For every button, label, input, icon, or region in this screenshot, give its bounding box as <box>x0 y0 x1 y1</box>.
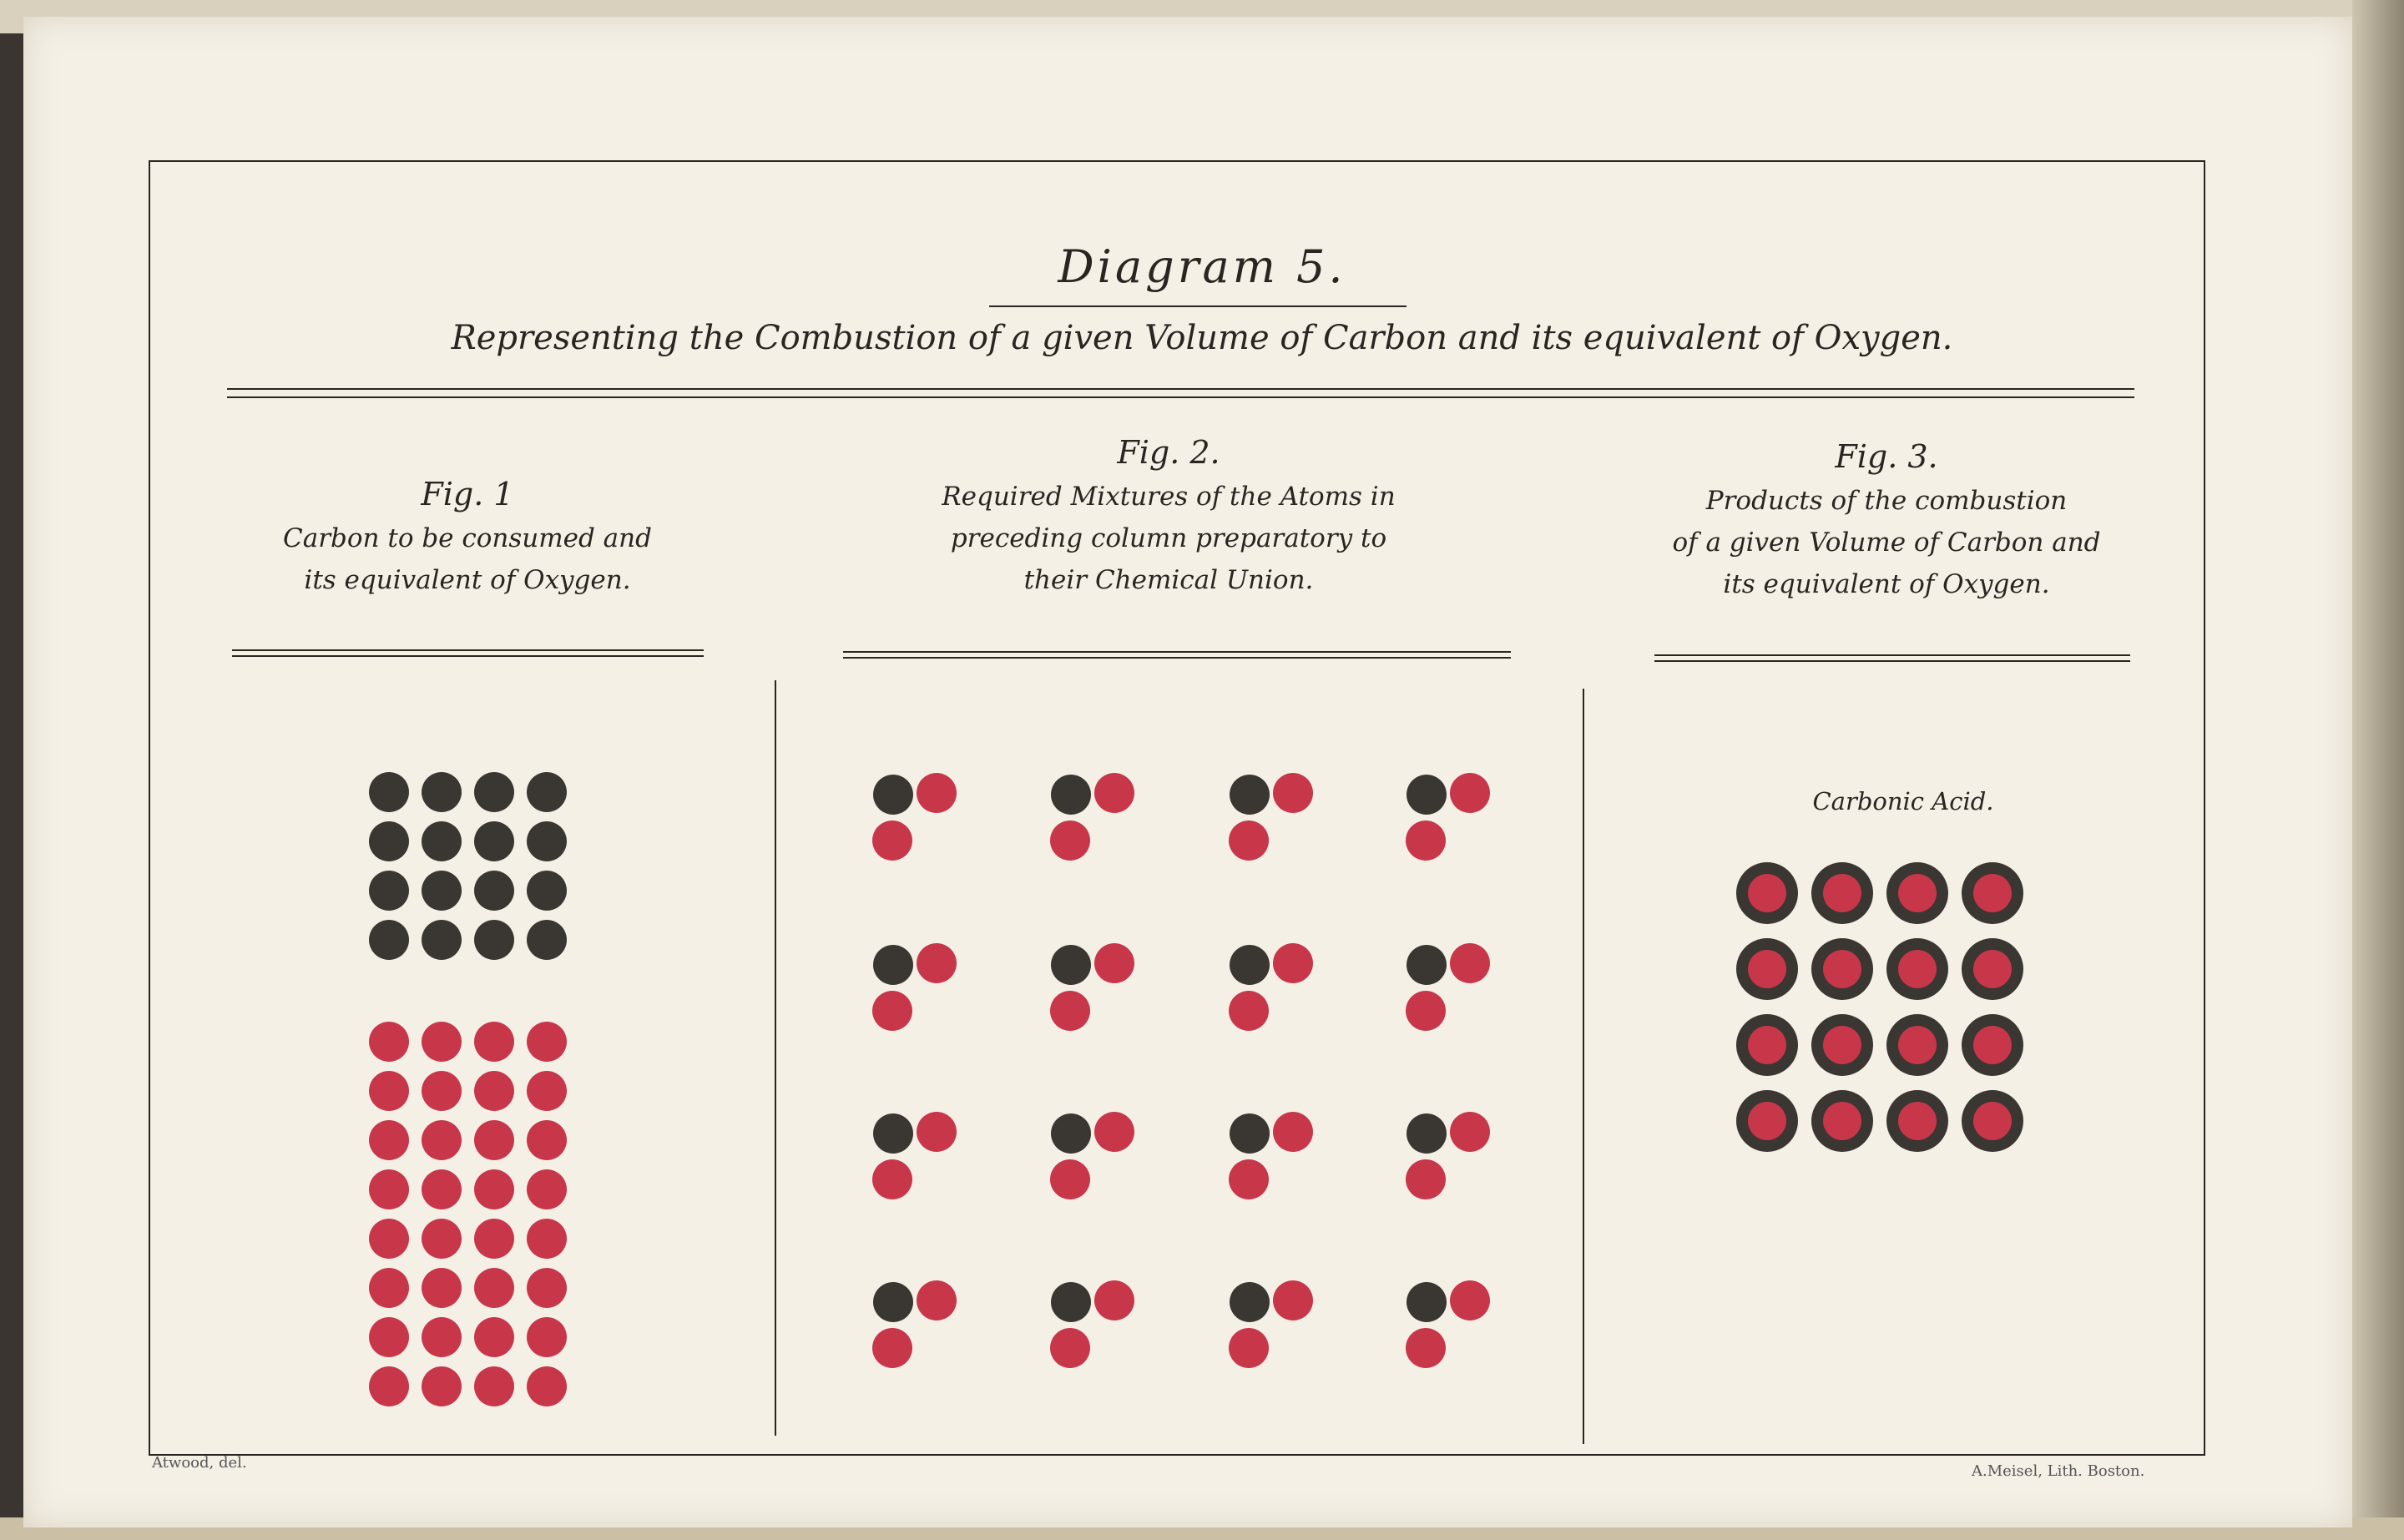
oxygen-atom <box>369 1268 409 1308</box>
oxygen-atom <box>1273 1280 1313 1320</box>
oxygen-atom <box>1450 773 1490 813</box>
oxygen-atom <box>474 1071 514 1111</box>
carbon-atom <box>422 920 462 960</box>
oxygen-atom <box>474 1219 514 1259</box>
oxygen-atom <box>917 1280 957 1320</box>
oxygen-atom <box>369 1071 409 1111</box>
fig3-line: its equivalent of Oxygen. <box>1723 569 2050 599</box>
carbon-atom <box>474 772 514 812</box>
oxygen-atom <box>1273 943 1313 983</box>
oxygen-atom <box>474 1268 514 1308</box>
carbon-atom <box>474 871 514 911</box>
carbon-atom <box>873 945 913 985</box>
carbonic-acid-core <box>1748 874 1786 912</box>
oxygen-atom <box>369 1120 409 1160</box>
oxygen-atom <box>369 1366 409 1406</box>
oxygen-atom <box>1406 1328 1446 1368</box>
oxygen-atom <box>1406 991 1446 1031</box>
oxygen-atom <box>369 1219 409 1259</box>
oxygen-atom <box>1450 1112 1490 1152</box>
oxygen-atom <box>527 1071 567 1111</box>
oxygen-atom <box>527 1022 567 1062</box>
carbon-atom <box>1407 1113 1447 1154</box>
oxygen-atom <box>1273 1112 1313 1152</box>
oxygen-atom <box>917 1112 957 1152</box>
oxygen-atom <box>422 1169 462 1209</box>
oxygen-atom <box>1050 820 1090 861</box>
oxygen-atom <box>1229 820 1269 861</box>
oxygen-atom <box>527 1169 567 1209</box>
oxygen-atom <box>422 1022 462 1062</box>
oxygen-atom <box>422 1366 462 1406</box>
carbon-atom <box>422 871 462 911</box>
fig3-number: Fig. 3. <box>1835 438 1938 475</box>
carbon-atom <box>369 920 409 960</box>
carbon-atom <box>1230 1113 1270 1154</box>
carbonic-acid-core <box>1898 874 1937 912</box>
oxygen-atom <box>1450 1280 1490 1320</box>
carbon-atom <box>422 772 462 812</box>
fig3-line: Products of the combustion <box>1705 486 2068 516</box>
oxygen-atom <box>917 773 957 813</box>
carbon-atom <box>873 775 913 815</box>
oxygen-atom <box>422 1071 462 1111</box>
carbon-atom <box>527 772 567 812</box>
oxygen-atom <box>422 1317 462 1357</box>
oxygen-atom <box>474 1169 514 1209</box>
carbonic-acid-core <box>1898 950 1937 988</box>
carbon-atom <box>1407 945 1447 985</box>
oxygen-atom <box>1406 1159 1446 1199</box>
carbon-atom <box>474 920 514 960</box>
carbon-atom <box>873 1282 913 1322</box>
oxygen-atom <box>527 1317 567 1357</box>
diagram-title: Diagram 5. <box>1058 240 1346 293</box>
credit-delineator: Atwood, del. <box>152 1454 247 1472</box>
oxygen-atom <box>872 991 912 1031</box>
carbon-atom <box>1230 775 1270 815</box>
oxygen-atom <box>1273 773 1313 813</box>
oxygen-atom <box>1050 1159 1090 1199</box>
oxygen-atom <box>1050 1328 1090 1368</box>
oxygen-atom <box>872 820 912 861</box>
carbon-atom <box>474 821 514 861</box>
carbon-atom <box>527 821 567 861</box>
carbonic-acid-core <box>1823 1026 1861 1064</box>
carbonic-acid-core <box>1748 1102 1786 1140</box>
carbonic-acid-core <box>1973 1026 2012 1064</box>
carbonic-acid-core <box>1898 1026 1937 1064</box>
carbon-atom <box>527 920 567 960</box>
oxygen-atom <box>1229 1328 1269 1368</box>
oxygen-atom <box>422 1219 462 1259</box>
oxygen-atom <box>527 1120 567 1160</box>
oxygen-atom <box>474 1022 514 1062</box>
oxygen-atom <box>1229 1159 1269 1199</box>
oxygen-atom <box>1050 991 1090 1031</box>
carbon-atom <box>1051 945 1091 985</box>
fig3-line: of a given Volume of Carbon and <box>1672 528 2101 558</box>
fig1-number: Fig. 1 <box>421 476 514 512</box>
carbon-atom <box>369 871 409 911</box>
fig1-line: Carbon to be consumed and <box>283 523 652 553</box>
oxygen-atom <box>527 1268 567 1308</box>
carbon-atom <box>1051 775 1091 815</box>
oxygen-atom <box>1229 991 1269 1031</box>
carbon-atom <box>1407 775 1447 815</box>
carbonic-acid-core <box>1973 950 2012 988</box>
carbon-atom <box>369 772 409 812</box>
carbon-atom <box>1051 1113 1091 1154</box>
carbon-atom <box>873 1113 913 1154</box>
carbonic-acid-core <box>1973 1102 2012 1140</box>
carbon-atom <box>1051 1282 1091 1322</box>
diagram-subtitle: Representing the Combustion of a given Volume of Carbon and its equivalent of Oxygen. <box>451 319 1953 357</box>
oxygen-atom <box>1094 1112 1134 1152</box>
fig2-line: their Chemical Union. <box>1023 565 1314 595</box>
fig2-line: Required Mixtures of the Atoms in <box>942 482 1396 512</box>
oxygen-atom <box>872 1159 912 1199</box>
oxygen-atom <box>474 1317 514 1357</box>
oxygen-atom <box>369 1022 409 1062</box>
carbon-atom <box>527 871 567 911</box>
oxygen-atom <box>422 1268 462 1308</box>
oxygen-atom <box>474 1120 514 1160</box>
fig2-line: preceding column preparatory to <box>950 523 1387 553</box>
carbon-atom <box>369 821 409 861</box>
oxygen-atom <box>1450 943 1490 983</box>
carbonic-acid-core <box>1748 1026 1786 1064</box>
oxygen-atom <box>474 1366 514 1406</box>
carbon-atom <box>1407 1282 1447 1322</box>
carbon-atom <box>1230 945 1270 985</box>
fig2-number: Fig. 2. <box>1117 434 1220 471</box>
carbonic-acid-core <box>1823 950 1861 988</box>
oxygen-atom <box>527 1366 567 1406</box>
oxygen-atom <box>1094 1280 1134 1320</box>
fig1-line: its equivalent of Oxygen. <box>304 565 631 595</box>
oxygen-atom <box>422 1120 462 1160</box>
oxygen-atom <box>917 943 957 983</box>
oxygen-atom <box>369 1317 409 1357</box>
carbon-atom <box>422 821 462 861</box>
carbonic-acid-core <box>1973 874 2012 912</box>
oxygen-atom <box>1094 943 1134 983</box>
credit-lithographer: A.Meisel, Lith. Boston. <box>1972 1462 2145 1480</box>
carbon-atom <box>1230 1282 1270 1322</box>
oxygen-atom <box>1406 820 1446 861</box>
carbonic-acid-core <box>1898 1102 1937 1140</box>
oxygen-atom <box>1094 773 1134 813</box>
carbonic-acid-core <box>1823 874 1861 912</box>
oxygen-atom <box>872 1328 912 1368</box>
carbonic-acid-label: Carbonic Acid. <box>1812 787 1994 815</box>
oxygen-atom <box>369 1169 409 1209</box>
carbonic-acid-core <box>1823 1102 1861 1140</box>
oxygen-atom <box>527 1219 567 1259</box>
carbonic-acid-core <box>1748 950 1786 988</box>
